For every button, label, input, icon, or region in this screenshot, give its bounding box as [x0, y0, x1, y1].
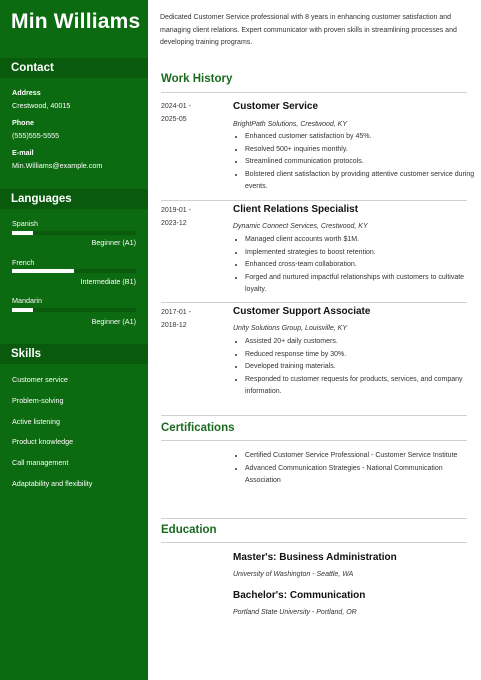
job-bullet: • Assisted 20+ daily customers.	[245, 336, 477, 349]
phone-label: Phone	[12, 118, 34, 127]
skills-heading: Skills	[0, 344, 148, 364]
section-divider	[161, 92, 467, 93]
work-history-heading: Work History	[161, 73, 233, 85]
languages-heading: Languages	[0, 189, 148, 209]
job-company: Dynamic Connect Services, Crestwood, KY	[233, 223, 368, 230]
language-bar-fill	[12, 269, 74, 273]
degree-title: Master's: Business Administration	[233, 552, 397, 563]
certification-item: • Certified Customer Service Professional - Customer Service Institute	[245, 450, 477, 463]
job-bullet: • Bolstered client satisfaction by providing attentive customer service during events.	[245, 169, 477, 194]
job-bullet: • Resolved 500+ inquiries monthly.	[245, 144, 477, 157]
job-title: Customer Support Associate	[233, 306, 371, 317]
email-value: Min.Williams@example.com	[12, 161, 103, 170]
school-name: Portland State University - Portland, OR	[233, 609, 357, 616]
language-bar-fill	[12, 308, 33, 312]
job-company: Unity Solutions Group, Louisville, KY	[233, 325, 347, 332]
address-label: Address	[12, 88, 41, 97]
section-divider	[161, 415, 467, 416]
job-bullet: • Responded to customer requests for products, services, and company information.	[245, 374, 477, 399]
language-name: French	[12, 258, 35, 267]
job-divider	[161, 200, 467, 201]
job-end-date: 2023-12	[161, 220, 187, 227]
language-bar	[12, 308, 136, 312]
professional-summary: Dedicated Customer Service professional with 8 years in enhancing customer satisfaction and managing client relations. Expert communicator with proven skills in streamlining processes and developing training programs.	[160, 14, 457, 47]
skill-item: Problem-solving	[12, 396, 64, 405]
job-title: Client Relations Specialist	[233, 204, 359, 215]
school-name: University of Washington - Seattle, WA	[233, 571, 354, 578]
language-name: Spanish	[12, 219, 38, 228]
section-divider	[161, 542, 467, 543]
language-level: Beginner (A1)	[91, 317, 136, 326]
job-company: BrightPath Solutions, Crestwood, KY	[233, 121, 348, 128]
job-bullet: • Streamlined communication protocols.	[245, 156, 477, 169]
certification-item: • Advanced Communication Strategies - National Communication Association	[245, 463, 477, 488]
language-name: Mandarin	[12, 296, 42, 305]
language-level: Beginner (A1)	[91, 238, 136, 247]
skill-item: Adaptability and flexibility	[12, 479, 93, 488]
job-divider	[161, 302, 467, 303]
email-label: E-mail	[12, 148, 34, 157]
job-bullet: • Developed training materials.	[245, 361, 477, 374]
job-end-date: 2025-05	[161, 116, 187, 123]
job-bullet: • Managed client accounts worth $1M.	[245, 234, 477, 247]
job-bullets	[233, 336, 477, 399]
certification-list	[233, 450, 477, 488]
main-content	[148, 0, 481, 680]
job-end-date: 2018-12	[161, 322, 187, 329]
job-bullet: • Implemented strategies to boost retention.	[245, 247, 477, 260]
address-value: Crestwood, 40015	[12, 101, 71, 110]
job-title: Customer Service	[233, 101, 319, 112]
contact-heading: Contact	[0, 58, 148, 78]
job-bullets	[233, 131, 477, 194]
education-heading: Education	[161, 524, 217, 536]
skill-item: Customer service	[12, 375, 68, 384]
skill-item: Call management	[12, 458, 69, 467]
certifications-heading: Certifications	[161, 422, 235, 434]
language-bar-fill	[12, 231, 33, 235]
job-start-date: 2024-01 -	[161, 103, 191, 110]
job-bullet: • Enhanced customer satisfaction by 45%.	[245, 131, 477, 144]
job-start-date: 2019-01 -	[161, 207, 191, 214]
language-bar	[12, 231, 136, 235]
job-bullet: • Enhanced cross-team collaboration.	[245, 259, 477, 272]
degree-title: Bachelor's: Communication	[233, 590, 366, 601]
language-level: Intermediate (B1)	[80, 277, 136, 286]
job-bullet: • Reduced response time by 30%.	[245, 349, 477, 362]
language-bar	[12, 269, 136, 273]
phone-value: (555)555-5555	[12, 131, 60, 140]
skill-item: Product knowledge	[12, 437, 74, 446]
job-bullets	[233, 234, 477, 297]
job-start-date: 2017-01 -	[161, 309, 191, 316]
candidate-name: Min Williams	[11, 10, 141, 33]
section-divider	[161, 518, 467, 519]
job-bullet: • Forged and nurtured impactful relationships with customers to cultivate loyalty.	[245, 272, 477, 297]
section-divider	[161, 440, 467, 441]
sidebar	[0, 0, 148, 680]
skill-item: Active listening	[12, 417, 60, 426]
